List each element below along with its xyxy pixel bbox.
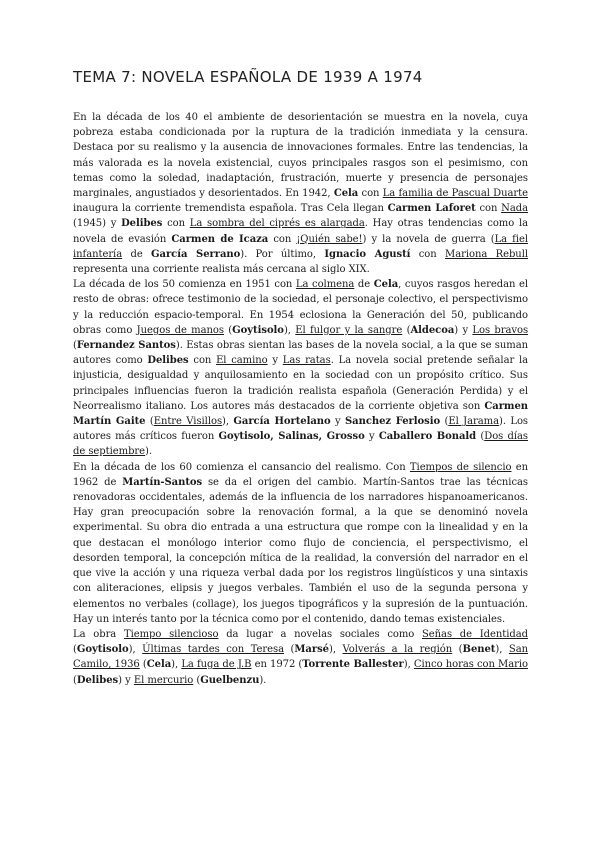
work-title: Mariona Rebull — [445, 248, 528, 260]
text-run: ), — [222, 416, 234, 428]
author-name: Marsé — [294, 644, 329, 656]
work-title: Tiempo silencioso — [123, 628, 219, 640]
work-title: El fulgor y la sangre — [295, 324, 403, 336]
work-title: ¡Quién sabe! — [296, 233, 363, 245]
text-run: ( — [440, 416, 449, 428]
work-title: Señas de Identidad — [422, 628, 528, 640]
paragraph — [73, 627, 528, 688]
text-run: con — [268, 233, 297, 245]
work-title: Entre Visillos — [153, 416, 223, 428]
work-title: Tiempos de silencio — [409, 461, 512, 473]
text-run: ( — [223, 324, 233, 336]
text-run: (1945) y — [73, 218, 122, 230]
document-title: TEMA 7: NOVELA ESPAÑOLA DE 1939 A 1974 — [73, 68, 423, 86]
work-title: Las ratas — [282, 355, 331, 367]
text-run: con — [188, 355, 217, 367]
author-name: Fernandez Santos — [76, 340, 176, 352]
text-run: ). Por último, — [240, 248, 325, 260]
text-run: ). Los autores más críticos fueron — [73, 416, 529, 443]
text-run: con — [162, 218, 190, 230]
text-run: ), — [171, 659, 182, 671]
text-run: ( — [73, 340, 77, 352]
text-run: ( — [476, 431, 485, 443]
work-title: Juegos de manos — [136, 324, 224, 336]
text-run: ), — [495, 644, 509, 656]
author-name: Delibes — [76, 674, 119, 686]
author-name: Cela — [373, 279, 399, 291]
work-title: La familia de Pascual Duarte — [382, 188, 528, 200]
text-run: ( — [145, 416, 154, 428]
text-run: ( — [284, 644, 295, 656]
text-run: da lugar a novelas sociales como — [218, 628, 422, 640]
text-run: ), — [328, 644, 343, 656]
author-name: Carmen de Icaza — [171, 233, 269, 245]
author-name: Guelbenzu — [200, 674, 260, 686]
text-run: ) y — [454, 324, 473, 336]
text-run: La obra — [73, 628, 124, 640]
author-name: Torrente Ballester — [302, 659, 404, 671]
work-title: Cinco horas con Mario — [413, 659, 529, 671]
work-title: La fiel infantería — [73, 233, 528, 260]
author-name: García Hortelano — [233, 416, 331, 428]
text-run: en 1962 de — [73, 461, 528, 488]
work-title: La sombra del ciprés es alargada — [189, 218, 365, 230]
text-run: y — [267, 355, 283, 367]
work-title: Dos días de septiembre — [73, 431, 529, 458]
text-run: ( — [452, 644, 463, 656]
work-title: El camino — [216, 355, 268, 367]
work-title: La fuga de J.B — [181, 659, 252, 671]
author-name: Caballero Bonald — [378, 431, 477, 443]
paragraph — [73, 110, 528, 277]
text-run: en 1972 ( — [251, 659, 303, 671]
text-run: con — [410, 248, 446, 260]
text-run: ). — [145, 446, 153, 458]
author-name: Carmen Martín Gaite — [73, 400, 528, 428]
work-title: El Jarama — [448, 416, 499, 428]
text-run: En la década de los 40 el ambiente de desorientación se muestra en la novela, cuya pobreza estaba condicionada por la ruptura de la tradición inmediata y la censura. Destaca por su realismo y la ausencia de innovaciones formales. Entre las tendencias, la más valorada es la novela existencial, cuyos principales rasgos son el pesimismo, con temas como la soledad, inadaptación, frustración, muerte y presencia de personajes marginales, angustiados y desorientados. En 1942, — [73, 112, 528, 200]
text-run: de — [354, 279, 374, 291]
text-run: y — [330, 416, 345, 428]
text-run: ). Estas obras sientan las bases de la novela social, a la que se suman autores como — [73, 340, 529, 367]
text-run: ), — [128, 644, 143, 656]
text-run: con — [358, 188, 383, 200]
author-name: Ignacio Agustí — [324, 248, 411, 260]
author-name: Goytisolo — [232, 324, 284, 336]
text-run: de — [122, 248, 152, 260]
author-name: Delibes — [121, 218, 163, 230]
text-run: representa una corriente realista más cercana al siglo XIX. — [73, 264, 370, 276]
author-name: Delibes — [147, 355, 189, 367]
text-run: ). — [259, 674, 267, 686]
author-name: Carmen Laforet — [387, 203, 476, 215]
paragraph — [73, 460, 528, 627]
author-name: García Serrano — [151, 248, 241, 260]
text-run: ( — [193, 674, 201, 686]
text-run: ), — [283, 324, 296, 336]
author-name: Benet — [462, 644, 496, 656]
author-name: Goytisolo — [76, 644, 129, 656]
text-run: . Hay otras tendencias como la novela de evasión — [73, 218, 529, 245]
document-body — [73, 110, 528, 688]
text-run: ) y — [118, 674, 134, 686]
text-run: , cuyos rasgos heredan el resto de obras: ofrece testimonio de la sociedad, el personaje colectivo, el perspectivismo y la reducción espacio-temporal. En 1954 eclosiona la Generación del 50, publicando obras como — [73, 279, 528, 336]
work-title: El mercurio — [133, 674, 194, 686]
text-run: con — [475, 203, 502, 215]
text-run: ( — [139, 659, 147, 671]
text-run: ) y la novela de guerra ( — [362, 233, 495, 245]
text-run: se da el origen del cambio. Martín-Santos trae las técnicas renovadoras occidentales, además de la influencia de los narradores hispanoamericanos. Hay gran preocupación sobre la renovación formal, a la que se denominó novela experimental. Su obra dio entrada a una estructura que rompe con la linealidad y en la que destacan el monólogo interior como flujo de conciencia, el perspectivismo, el desorden temporal, la concepción mítica de la realidad, la conversión del narrador en el que vive la acción y una riqueza verbal dada por los registros lingüísticos y una sintaxis con aliteraciones, elipsis y juegos verbales. También el uso de la segunda persona y elementos no verbales (collage), los juegos tipográficos y la supresión de la puntuación. Hay un interés tanto por la técnica como por el contenido, dando temas existenciales. — [73, 476, 528, 625]
text-run: ), — [403, 659, 414, 671]
author-name: Aldecoa — [410, 324, 455, 336]
paragraph — [73, 277, 528, 459]
text-run: ( — [402, 324, 411, 336]
author-name: Cela — [333, 188, 359, 200]
work-title: San Camilo, 1936 — [73, 644, 529, 671]
work-title: La colmena — [295, 279, 355, 291]
text-run: La década de los 50 comienza en 1951 con — [73, 279, 296, 291]
author-name: Sanchez Ferlosio — [345, 416, 441, 428]
author-name: Cela — [146, 659, 172, 671]
author-name: Martín-Santos — [122, 476, 203, 488]
text-run: . La novela social pretende señalar la injusticia, desigualdad y anquilosamiento en la sociedad con un propósito crítico. Sus principales influencias fueron la tradición realista española (Generación Perdida) y el Neorrealismo italiano. Los autores más destacados de la corriente objetiva son — [73, 355, 529, 412]
work-title: Nada — [501, 203, 529, 215]
author-name: Goytisolo, Salinas, Grosso — [218, 431, 365, 443]
work-title: Los bravos — [472, 324, 529, 336]
work-title: Últimas tardes con Teresa — [142, 644, 284, 656]
text-run: En la década de los 60 comienza el cansancio del realismo. Con — [73, 461, 410, 473]
text-run: ( — [73, 644, 77, 656]
work-title: Volverás a la región — [342, 644, 453, 656]
text-run: ( — [73, 674, 77, 686]
text-run: y — [364, 431, 379, 443]
text-run: inaugura la corriente tremendista española. Tras Cela llegan — [73, 203, 388, 215]
